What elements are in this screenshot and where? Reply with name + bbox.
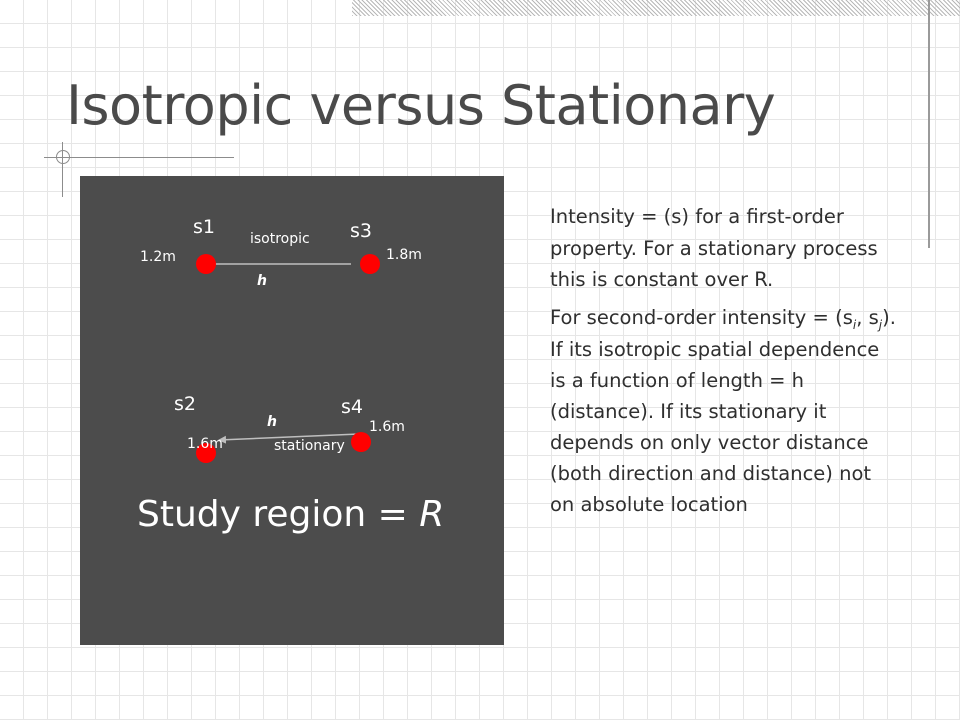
stationary-label: stationary bbox=[274, 438, 345, 454]
second-order-paragraph bbox=[550, 302, 896, 520]
site-s3-value: 1.8m bbox=[386, 247, 422, 263]
study-region-variable: R bbox=[419, 494, 445, 535]
site-s3-dot bbox=[360, 254, 380, 274]
site-s4-dot bbox=[351, 432, 371, 452]
site-s4-label: s4 bbox=[341, 396, 363, 418]
site-s2-label: s2 bbox=[174, 393, 196, 415]
site-s3-label: s3 bbox=[350, 220, 372, 242]
isotropic-h-label: h bbox=[257, 273, 267, 289]
slide-title: Isotropic versus Stationary bbox=[66, 74, 776, 137]
second-order-text-end: ). If its isotropic spatial dependence is a function of length = h (distance). If its stationary it depends on only vector distance (both direction and distance) not on absolute location bbox=[550, 306, 896, 516]
second-order-text-si: (s bbox=[835, 306, 853, 329]
site-s1-label: s1 bbox=[193, 216, 215, 238]
site-s1-value: 1.2m bbox=[140, 249, 176, 265]
first-order-text-end: (s) for a first-order property. For a stationary process this is constant over R. bbox=[550, 205, 878, 291]
first-order-paragraph bbox=[550, 201, 896, 295]
explanation-text bbox=[550, 201, 896, 527]
subscript-i: i bbox=[852, 317, 857, 332]
site-s4-value: 1.6m bbox=[369, 419, 405, 435]
corner-hatch-decoration bbox=[352, 0, 960, 16]
isotropic-label: isotropic bbox=[250, 231, 310, 247]
study-region-text: Study region = bbox=[137, 494, 420, 535]
first-order-text-start: Intensity = bbox=[550, 205, 664, 228]
study-region-label bbox=[137, 494, 444, 535]
title-rule-circle bbox=[56, 150, 70, 164]
subscript-j: j bbox=[878, 317, 883, 332]
title-underline-rule bbox=[44, 157, 234, 158]
second-order-text-sj: , s bbox=[856, 306, 879, 329]
site-s1-dot bbox=[196, 254, 216, 274]
right-vertical-rule bbox=[928, 0, 930, 248]
site-s2-value: 1.6m bbox=[187, 436, 223, 452]
stationary-h-label: h bbox=[267, 414, 277, 430]
study-region-diagram bbox=[80, 176, 504, 645]
second-order-text-start: For second-order intensity = bbox=[550, 306, 836, 329]
